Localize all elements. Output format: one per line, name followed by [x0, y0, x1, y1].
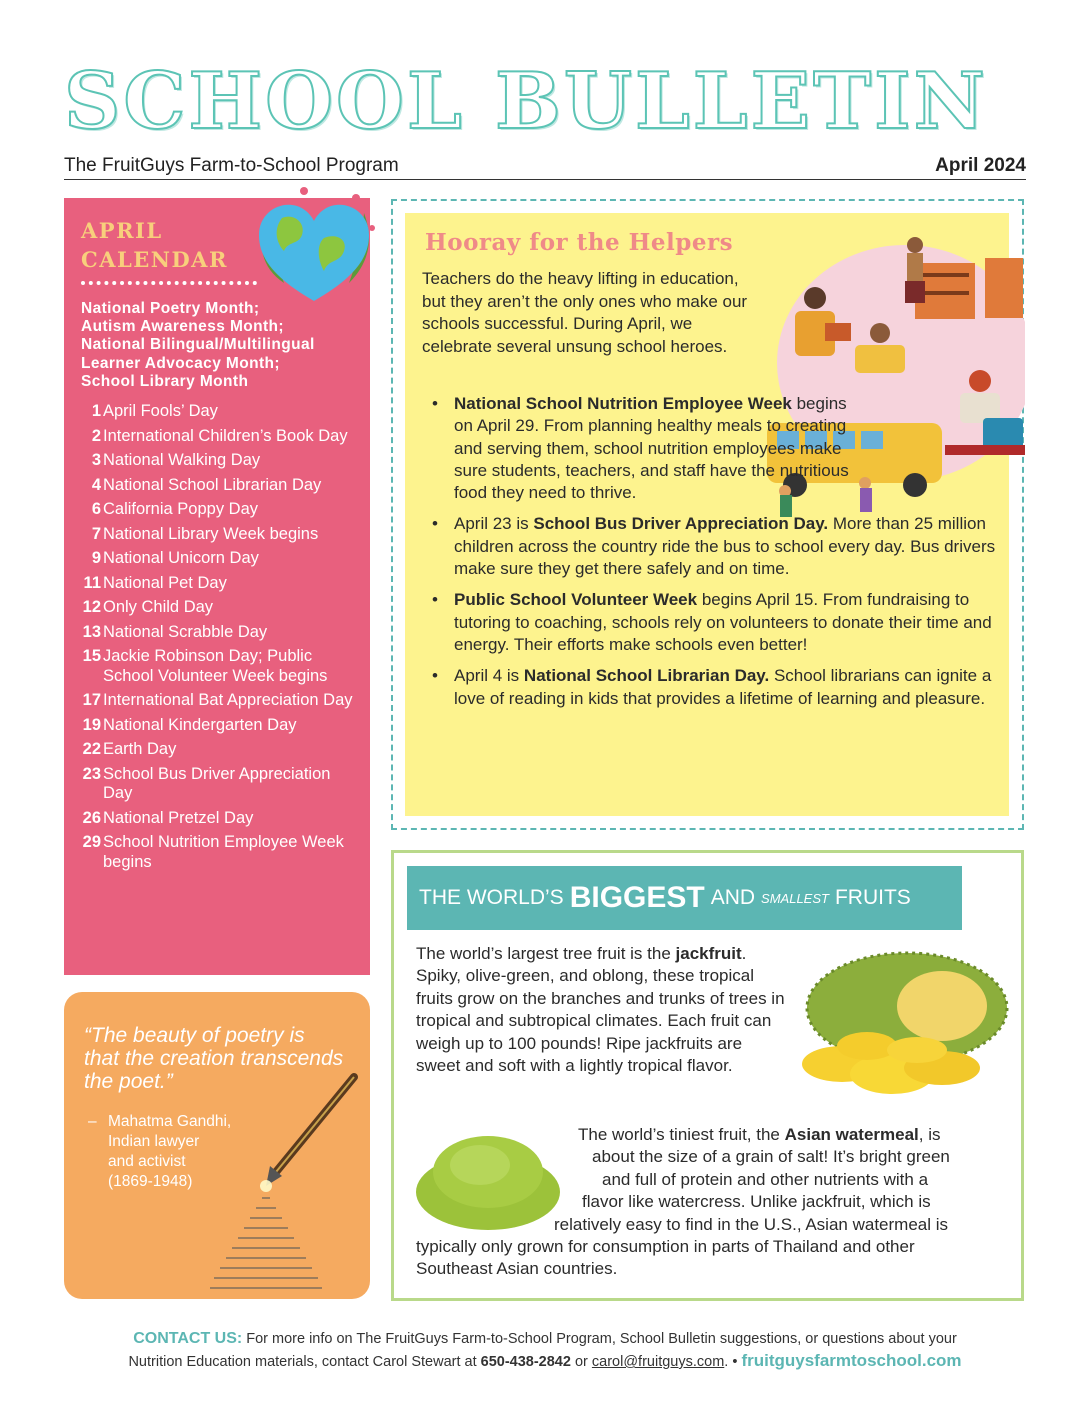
event-day: 7: [91, 524, 101, 543]
calendar-event: [80, 647, 364, 686]
calendar-title: [81, 216, 261, 274]
issue-date: April 2024: [935, 155, 1026, 176]
helpers-title: Hooray for the Helpers: [425, 229, 734, 256]
bulletin-title: SCHOOL BULLETIN: [64, 56, 988, 147]
event-name: National School Librarian Day: [103, 475, 322, 494]
helper-item-pre: April 4 is: [454, 666, 524, 686]
watermeal-bold: Asian watermeal: [784, 1125, 919, 1144]
author-name: Mahatma Gandhi,: [108, 1113, 232, 1130]
footer-or: or: [570, 1354, 592, 1370]
helper-item: [422, 393, 870, 504]
event-day: 9: [91, 549, 101, 567]
event-day: 26: [82, 808, 101, 827]
calendar-event: [80, 525, 364, 545]
author-dates: (1869-1948): [108, 1173, 193, 1190]
helper-item: [422, 513, 1002, 580]
jackfruit-image: [782, 946, 1012, 1102]
helpers-list: [422, 393, 1002, 719]
event-day: 1: [91, 402, 101, 420]
author-desc: and activist: [108, 1153, 186, 1170]
watermeal-line: flavor like watercress. Unlike jackfruit, which is: [582, 1192, 931, 1212]
calendar-event: [80, 716, 364, 736]
observance: Autism Awareness Month;: [81, 318, 284, 336]
event-name: Jackie Robinson Day; Public School Volunteer Week begins: [103, 647, 328, 685]
subtitle-bar: [64, 152, 1026, 180]
event-day: 29: [82, 833, 101, 851]
helper-item: [422, 589, 1002, 656]
event-name: National Unicorn Day: [103, 549, 259, 567]
watermeal-line: relatively easy to find in the U.S., Asian watermeal is: [554, 1214, 949, 1234]
event-name: National Pretzel Day: [103, 808, 254, 827]
header-post: FRUITS: [834, 886, 911, 909]
observance: National Bilingual/Multilingual: [81, 336, 315, 354]
helpers-panel: [405, 213, 1009, 816]
attribution-dash: –: [88, 1113, 97, 1130]
event-day: 6: [91, 500, 101, 518]
event-name: National Library Week begins: [103, 524, 319, 543]
phone-number: 650-438-2842: [480, 1354, 571, 1370]
helper-item-bold: Public School Volunteer Week: [454, 590, 698, 610]
footer-sep: . •: [724, 1354, 742, 1370]
jackfruit-paragraph: [416, 943, 786, 1077]
jack-pre: The world’s largest tree fruit is the: [416, 944, 676, 963]
contact-label: CONTACT US:: [133, 1330, 243, 1347]
header-biggest: BIGGEST: [569, 881, 705, 914]
event-day: 15: [82, 647, 101, 665]
event-name: School Nutrition Employee Week begins: [103, 833, 344, 871]
helper-item: [422, 665, 1002, 710]
calendar-event: [80, 809, 364, 829]
calendar-event: [80, 833, 364, 872]
observance: School Library Month: [81, 372, 249, 390]
footer-text: For more info on The FruitGuys Farm-to-School Program, School Bulletin suggestions, or questions about your: [242, 1331, 957, 1347]
watermeal-line: about the size of a grain of salt! It’s bright green: [592, 1147, 950, 1167]
author-desc: Indian lawyer: [108, 1133, 200, 1150]
event-name: National Pet Day: [103, 573, 227, 592]
event-name: School Bus Driver Appreciation Day: [103, 764, 331, 802]
calendar-event: [80, 427, 364, 447]
quill-pen-icon: [204, 1062, 364, 1299]
calendar-event: [80, 549, 364, 569]
calendar-event: [80, 598, 364, 618]
calendar-event: [80, 765, 364, 804]
event-day: 11: [83, 573, 101, 592]
event-day: 13: [82, 622, 101, 641]
event-name: April Fools’ Day: [103, 402, 218, 420]
event-day: 22: [82, 740, 101, 758]
event-day: 12: [82, 598, 101, 616]
calendar-title-line1: APRIL: [81, 218, 163, 243]
calendar-event: [80, 691, 364, 711]
header-and: AND: [710, 886, 756, 909]
event-day: 3: [91, 451, 101, 469]
event-name: Earth Day: [103, 740, 177, 758]
event-name: International Bat Appreciation Day: [103, 691, 353, 709]
april-calendar: [64, 198, 370, 975]
helper-item-text: begins on April 29. From planning healthy meals to creating and serving them, school nutrition employees make sure students, teachers, and staff have the nutritious food they need to thrive.: [454, 394, 849, 503]
event-name: National Walking Day: [103, 451, 261, 469]
helper-item-text: begins April 15. From fundraising to tutoring to coaching, schools rely on volunteers to donate their time and energy. Their efforts make schools even better!: [454, 590, 992, 654]
calendar-events: [80, 402, 364, 877]
watermeal-paragraph: [416, 1124, 1000, 1281]
masthead: [64, 58, 1026, 146]
helper-item-pre: April 23 is: [454, 514, 534, 534]
contact-footer: [40, 1328, 1050, 1373]
header-pre: THE WORLD’S: [419, 886, 564, 909]
monthly-observances: [81, 300, 365, 391]
watermeal-line: Southeast Asian countries.: [416, 1259, 618, 1279]
event-name: Only Child Day: [103, 598, 214, 616]
fruits-header: [407, 866, 962, 930]
event-name: California Poppy Day: [103, 500, 258, 518]
dotted-divider: [81, 281, 257, 285]
calendar-event: [80, 451, 364, 471]
helper-item-bold: School Bus Driver Appreciation Day.: [533, 514, 829, 534]
footer-line1: [40, 1328, 1050, 1350]
event-day: 23: [82, 764, 101, 783]
program-name: The FruitGuys Farm-to-School Program: [64, 155, 399, 176]
observance: Learner Advocacy Month;: [81, 354, 280, 372]
helper-item-bold: National School Librarian Day.: [523, 666, 770, 686]
jack-bold: jackfruit: [675, 944, 742, 963]
watermeal-line: typically only grown for consumption in parts of Thailand and other: [416, 1237, 915, 1257]
helper-item-bold: National School Nutrition Employee Week: [454, 394, 792, 413]
event-day: 2: [91, 426, 101, 445]
footer-line2: [40, 1350, 1050, 1373]
calendar-event: [80, 740, 364, 760]
event-name: International Children’s Book Day: [103, 426, 348, 445]
earth-heart-icon: [244, 183, 384, 308]
header-smallest: SMALLEST: [761, 890, 829, 906]
quote-text: “The beauty of poetry is that the creation transcends the poet.”: [84, 1024, 344, 1093]
watermeal-post: , is: [918, 1125, 941, 1144]
event-day: 4: [91, 475, 101, 494]
event-day: 19: [82, 715, 101, 734]
helper-item-text: School librarians can ignite a love of reading in kids that provides a lifetime of learning and pleasure.: [454, 666, 992, 708]
watermeal-line: [416, 1124, 1000, 1146]
observance: National Poetry Month;: [81, 300, 260, 317]
watermeal-pre: The world’s tiniest fruit, the: [578, 1125, 785, 1144]
calendar-event: [80, 476, 364, 496]
event-name: National Scrabble Day: [103, 622, 268, 641]
calendar-event: [80, 574, 364, 594]
footer-text: Nutrition Education materials, contact Carol Stewart at: [128, 1354, 481, 1370]
email-link[interactable]: carol@fruitguys.com: [591, 1354, 725, 1370]
calendar-event: [80, 500, 364, 520]
watermeal-line: and full of protein and other nutrients with a: [602, 1169, 929, 1189]
website-link[interactable]: fruitguysfarmtoschool.com: [741, 1351, 962, 1370]
event-day: 17: [82, 691, 101, 709]
calendar-title-line2: CALENDAR: [81, 247, 228, 272]
calendar-event: [80, 402, 364, 422]
calendar-event: [80, 623, 364, 643]
helpers-intro: Teachers do the heavy lifting in education, but they aren’t the only ones who make our schools successful. During April, we celebrate several unsung school heroes.: [422, 269, 748, 356]
jack-post: . Spiky, olive-green, and oblong, these tropical fruits grow on the branches and trunks of trees in tropical and subtropical climates. Each fruit can weigh up to 100 pounds! Ripe jackfruits are sweet and soft with a lightly tropical flavor.: [416, 944, 785, 1076]
event-name: National Kindergarten Day: [103, 715, 297, 734]
helper-item-text: More than 25 million children across the country ride the bus to school every day. Bus drivers make sure they get there safely and on time.: [454, 514, 996, 579]
quote-card: [64, 992, 370, 1299]
